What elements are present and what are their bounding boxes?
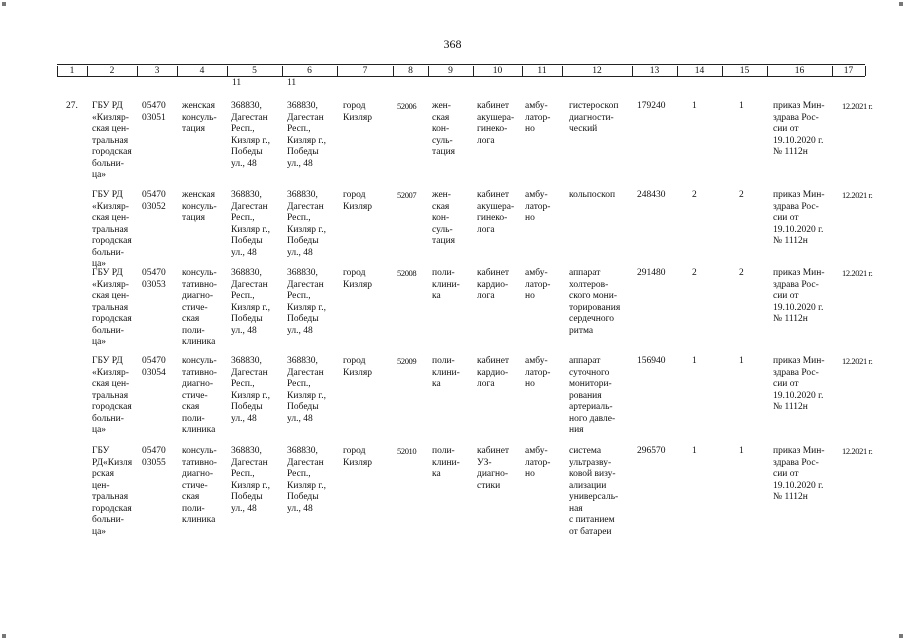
- cell-unit: консуль- тативно- диагно- стиче- ская поли- клиника: [182, 446, 217, 525]
- cell-price: 296570: [637, 446, 666, 456]
- cell-q1: 2: [692, 190, 697, 200]
- header-cell-14: 14: [694, 66, 705, 76]
- header-cell-4: 4: [199, 66, 205, 76]
- cell-code: 05470 03053: [142, 268, 166, 290]
- cell-room: кабинет акушера- гинеко- лога: [477, 190, 515, 235]
- header-separator: [767, 66, 768, 76]
- header-cell-11: 11: [537, 66, 547, 76]
- header-separator: [722, 66, 723, 76]
- cell-equip: гистероскоп диагности- ческий: [569, 101, 619, 134]
- cell-dept: жен- ская кон- суль- тация: [432, 190, 456, 246]
- cell-org: ГБУ РД «Кизляр- ская цен- тральная городская больни- ца»: [92, 190, 132, 269]
- cell-code: 05470 03055: [142, 446, 166, 468]
- cell-room: кабинет кардио- лога: [477, 356, 510, 389]
- header-cell-16: 16: [794, 66, 805, 76]
- cell-mode: амбу- латор- но: [525, 101, 551, 134]
- cell-q1: 2: [692, 268, 697, 278]
- cell-dept: поли- клини- ка: [432, 268, 460, 301]
- header-cell-17: 17: [843, 66, 854, 76]
- cell-org: ГБУ РД «Кизляр- ская цен- тральная городская больни- ца»: [92, 101, 132, 180]
- header-separator: [632, 66, 633, 76]
- cell-city: город Кизляр: [343, 190, 373, 212]
- cell-id: 52009: [397, 356, 417, 366]
- cell-mode: амбу- латор- но: [525, 190, 551, 223]
- cell-equip: аппарат холтеров- ского мони- торирования сердечного ритма: [569, 268, 621, 336]
- header-separator: [865, 66, 866, 76]
- cell-addr2: 368830, Дагестан Респ., Кизляр г., Победы ул., 48: [287, 356, 326, 424]
- header-bottom-line: [57, 76, 865, 77]
- cell-addr1: 368830, Дагестан Респ., Кизляр г., Победы ул., 48: [231, 268, 270, 336]
- cell-org: ГБУ РД«Кизля рская цен- тральная городская больни- ца»: [92, 446, 133, 537]
- cell-code: 05470 03054: [142, 356, 166, 378]
- cell-addr2: 368830, Дагестан Респ., Кизляр г., Победы ул., 48: [287, 446, 326, 514]
- cell-num: 27.: [66, 101, 78, 111]
- scan-corner-mark: [899, 2, 903, 6]
- cell-room: кабинет кардио- лога: [477, 268, 510, 301]
- header-top-line: [57, 64, 865, 65]
- header-cell-2: 2: [109, 66, 115, 76]
- header-separator: [337, 66, 338, 76]
- cell-order: приказ Мин- здрава Рос- сии от 19.10.2020 г. № 1112н: [773, 356, 825, 412]
- header-cell-13: 13: [649, 66, 660, 76]
- header-cell-6: 6: [307, 66, 312, 76]
- header-cell-10: 10: [492, 66, 503, 76]
- cell-dept: жен- ская кон- суль- тация: [432, 101, 456, 157]
- scan-corner-mark: [2, 634, 6, 638]
- cell-equip: кольпоскоп: [569, 190, 616, 200]
- cell-q2: 2: [739, 190, 744, 200]
- cell-unit: консуль- тативно- диагно- стиче- ская поли- клиника: [182, 268, 217, 347]
- header-separator: [227, 66, 228, 76]
- cell-q1: 1: [692, 446, 697, 456]
- header-separator: [677, 66, 678, 76]
- header-separator: [562, 66, 563, 76]
- header-separator: [832, 66, 833, 76]
- cell-city: город Кизляр: [343, 356, 373, 378]
- cell-mode: амбу- латор- но: [525, 268, 551, 301]
- cell-addr1: 368830, Дагестан Респ., Кизляр г., Победы ул., 48: [231, 446, 270, 514]
- header-cell-8: 8: [408, 66, 413, 76]
- header-cell-7: 7: [362, 66, 368, 76]
- cell-mode: амбу- латор- но: [525, 356, 551, 389]
- header-separator: [87, 66, 88, 76]
- header-separator: [177, 66, 178, 76]
- header-cell-12: 12: [592, 66, 602, 76]
- header-separator: [137, 66, 138, 76]
- cell-date: 12.2021 г.: [842, 268, 873, 278]
- header-cell-5: 5: [252, 66, 257, 76]
- cell-date: 12.2021 г.: [842, 190, 873, 200]
- cell-unit: консуль- тативно- диагно- стиче- ская поли- клиника: [182, 356, 217, 435]
- cell-price: 156940: [637, 356, 666, 366]
- cell-date: 12.2021 г.: [842, 446, 873, 456]
- cell-dept: поли- клини- ка: [432, 356, 460, 389]
- cell-id: 52007: [397, 190, 417, 200]
- cell-q1: 1: [692, 356, 697, 366]
- cell-org: ГБУ РД «Кизляр- ская цен- тральная городская больни- ца»: [92, 268, 132, 347]
- cell-equip: система ультразву- ковой визу- ализации универсаль- ная с питанием от батареи: [569, 446, 619, 537]
- sub-mark: 11: [287, 78, 297, 88]
- cell-mode: амбу- латор- но: [525, 446, 551, 479]
- cell-date: 12.2021 г.: [842, 101, 873, 111]
- cell-code: 05470 03051: [142, 101, 166, 123]
- cell-addr1: 368830, Дагестан Респ., Кизляр г., Победы ул., 48: [231, 356, 270, 424]
- cell-id: 52008: [397, 268, 417, 278]
- cell-q1: 1: [692, 101, 697, 111]
- header-cell-15: 15: [739, 66, 750, 76]
- header-cell-3: 3: [154, 66, 160, 76]
- cell-price: 248430: [637, 190, 666, 200]
- cell-unit: женская консуль- тация: [182, 190, 217, 223]
- header-separator: [57, 66, 58, 76]
- cell-room: кабинет УЗ- диагно- стики: [477, 446, 510, 491]
- cell-id: 52006: [397, 101, 417, 111]
- cell-city: город Кизляр: [343, 268, 373, 290]
- header-separator: [522, 66, 523, 76]
- cell-code: 05470 03052: [142, 190, 166, 212]
- cell-order: приказ Мин- здрава Рос- сии от 19.10.2020 г. № 1112н: [773, 190, 825, 246]
- cell-city: город Кизляр: [343, 101, 373, 123]
- cell-equip: аппарат суточного монитори- рования артериаль- ного давле- ния: [569, 356, 616, 435]
- cell-addr2: 368830, Дагестан Респ., Кизляр г., Победы ул., 48: [287, 268, 326, 336]
- cell-price: 291480: [637, 268, 666, 278]
- header-cell-9: 9: [448, 66, 453, 76]
- cell-addr1: 368830, Дагестан Респ., Кизляр г., Победы ул., 48: [231, 101, 270, 169]
- cell-addr1: 368830, Дагестан Респ., Кизляр г., Победы ул., 48: [231, 190, 270, 258]
- cell-date: 12.2021 г.: [842, 356, 873, 366]
- scan-corner-mark: [2, 2, 6, 6]
- header-separator: [473, 66, 474, 76]
- cell-id: 52010: [397, 446, 417, 456]
- cell-q2: 2: [739, 268, 744, 278]
- cell-dept: поли- клини- ка: [432, 446, 460, 479]
- cell-q2: 1: [739, 446, 744, 456]
- cell-q2: 1: [739, 101, 744, 111]
- sub-mark: 11: [232, 78, 242, 88]
- cell-room: кабинет акушера- гинеко- лога: [477, 101, 515, 146]
- cell-order: приказ Мин- здрава Рос- сии от 19.10.2020 г. № 1112н: [773, 446, 825, 502]
- header-separator: [428, 66, 429, 76]
- cell-unit: женская консуль- тация: [182, 101, 217, 134]
- cell-addr2: 368830, Дагестан Респ., Кизляр г., Победы ул., 48: [287, 101, 326, 169]
- cell-addr2: 368830, Дагестан Респ., Кизляр г., Победы ул., 48: [287, 190, 326, 258]
- header-cell-1: 1: [69, 66, 75, 76]
- header-separator: [282, 66, 283, 76]
- page-number: 368: [443, 37, 462, 51]
- cell-city: город Кизляр: [343, 446, 373, 468]
- cell-org: ГБУ РД «Кизляр- ская цен- тральная городская больни- ца»: [92, 356, 132, 435]
- cell-order: приказ Мин- здрава Рос- сии от 19.10.2020 г. № 1112н: [773, 268, 825, 324]
- cell-price: 179240: [637, 101, 666, 111]
- cell-order: приказ Мин- здрава Рос- сии от 19.10.2020 г. № 1112н: [773, 101, 825, 157]
- cell-q2: 1: [739, 356, 744, 366]
- scan-corner-mark: [899, 634, 903, 638]
- header-separator: [393, 66, 394, 76]
